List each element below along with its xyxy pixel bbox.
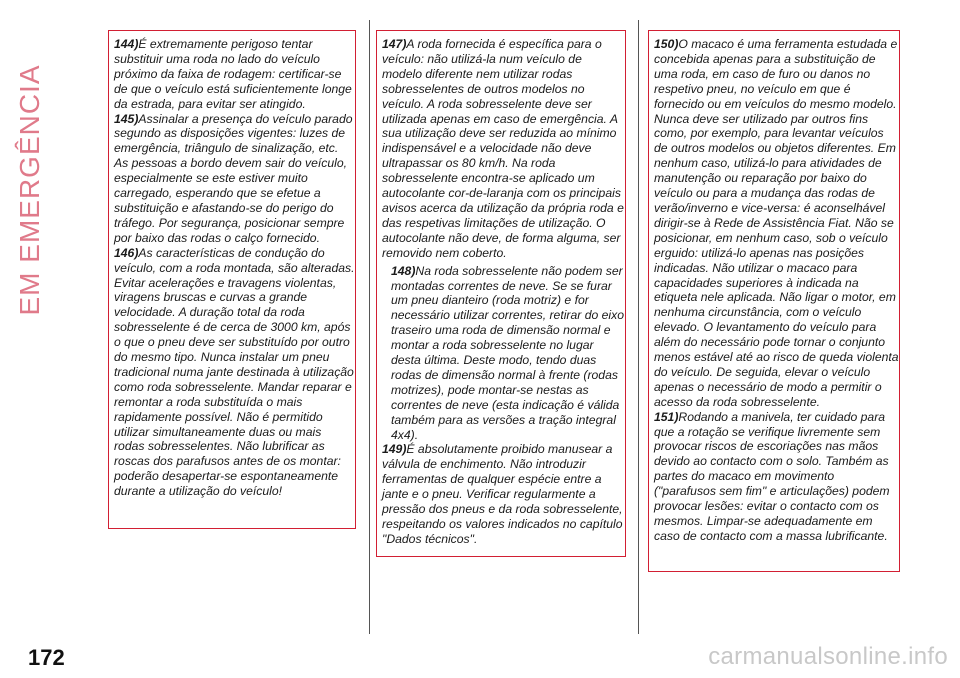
note-text: Assinalar a presença do veículo parado segundo as disposições vigentes: luzes de emergência, triângulo de sinalização, etc. As pessoas a bordo devem sair do veículo, especialmente se este estiver muito carregado, esperando que se efetue a substituição e afastando-se do perigo do tráfego. Por segurança, posicionar sempre por baixo das rodas o calço fornecido. bbox=[114, 111, 353, 245]
note-text: As características de condução do veículo, com a roda montada, são alteradas. Evitar acelerações e travagens violentas, viragens bruscas e curvas a grande velocidade. A duração total da roda sobresselente é de cerca de 3000 km, após o que o pneu deve ser substituído por outro do mesmo tipo. Nunca instalar um pneu tradicional numa jante destinada à utilização como roda sobresselente. Mandar reparar e remontar a roda substituída o mais rapidamente possível. Não é permitido utilizar simultaneamente duas ou mais rodas sobresselentes. Não lubrificar as roscas dos parafusos antes de os montar: poderão desapertar-se espontaneamente durante a utilização do veículo! bbox=[114, 245, 355, 499]
note-text: Rodando a manivela, ter cuidado para que a rotação se verifique livremente sem provocar riscos de escoriações nas mãos devido ao contacto com o solo. Também as partes do macaco em movimento ("parafusos sem fim" e articulações) podem provocar lesões: evitar o contacto com os mesmos. Limpar-se adequadamente em caso de contacto com a massa lubrificante. bbox=[654, 409, 890, 543]
warning-box-column-3 bbox=[648, 30, 900, 572]
warning-note-149 bbox=[382, 442, 625, 546]
warning-box-column-1 bbox=[108, 30, 356, 529]
page-number: 172 bbox=[28, 645, 65, 670]
note-text: Na roda sobresselente não podem ser montadas correntes de neve. Se se furar um pneu dianteiro (roda motriz) e for necessário utilizar correntes, retirar do eixo traseiro uma roda de dimensão normal e montar a roda sobresselente no lugar desta última. Deste modo, tendo duas rodas de dimensão normal à frente (rodas motrizes), pode montar-se nestas as correntes de neve (esta indicação é válida também para as versões a tração integral 4x4). bbox=[391, 263, 625, 442]
watermark: carmanualsonline.info bbox=[708, 643, 948, 670]
column-divider bbox=[638, 20, 639, 634]
note-number: 151) bbox=[654, 409, 679, 424]
note-number: 145) bbox=[114, 111, 139, 126]
note-text: É absolutamente proibido manusear a válvula de enchimento. Não introduzir ferramentas de qualquer espécie entre a jante e o pneu. Verificar regularmente a pressão dos pneus e da roda sobresselente, respeitando os valores indicados no capítulo "Dados técnicos". bbox=[382, 442, 623, 546]
warning-note-145 bbox=[114, 112, 355, 246]
warning-note-150 bbox=[654, 37, 899, 410]
section-title: EM EMERGÊNCIA bbox=[14, 64, 45, 316]
note-number: 144) bbox=[114, 37, 139, 51]
note-number: 146) bbox=[114, 245, 139, 260]
note-number: 149) bbox=[382, 442, 407, 457]
note-number: 147) bbox=[382, 37, 407, 51]
warning-note-144 bbox=[114, 37, 355, 112]
note-text: É extremamente perigoso tentar substituir uma roda no lado do veículo próximo da faixa de rodagem: certificar-se de que o veículo está suficientemente longe da estrada, para evitar ser atingido. bbox=[114, 37, 352, 111]
warning-note-148 bbox=[382, 264, 625, 443]
note-number: 150) bbox=[654, 37, 679, 51]
note-text: O macaco é uma ferramenta estudada e concebida apenas para a substituição de uma roda, em caso de furo ou danos no respetivo pneu, no veículo em que é fornecido ou em veículos do mesmo modelo. Nunca deve ser utilizado par outros fins como, por exemplo, para levantar veículos de outros modelos ou objetos diferentes. Em nenhum caso, utilizá-lo para atividades de manutenção ou reparação por baixo do veículo ou para a mudança das rodas de verão/inverno e vice-versa: é aconselhável dirigir-se à Rede de Assistência Fiat. Não se posicionar, em nenhum caso, sob o veículo erguido: utilizá-lo apenas nas posições indicadas. Não utilizar o macaco para capacidades superiores à indicada na etiqueta nele aplicada. Não ligar o motor, em nenhuma circunstância, com o veículo elevado. O levantamento do veículo para além do necessário pode tornar o conjunto menos estável até ao risco de queda violenta do veículo. De seguida, elevar o veículo apenas o necessário de modo a permitir o acesso da roda sobresselente. bbox=[654, 37, 899, 409]
note-text: A roda fornecida é específica para o veículo: não utilizá-la num veículo de modelo diferente nem utilizar rodas sobresselentes de outros modelos no veículo. A roda sobresselente deve ser utilizada apenas em caso de emergência. A sua utilização deve ser reduzida ao mínimo indispensável e a velocidade não deve ultrapassar os 80 km/h. Na roda sobresselente encontra-se aplicado um autocolante cor-de-laranja com os principais avisos acerca da utilização da própria roda e das respetivas limitações de utilização. O autocolante não deve, de forma alguma, ser removido nem coberto. bbox=[382, 37, 624, 260]
note-number: 148) bbox=[391, 263, 416, 278]
warning-note-147 bbox=[382, 37, 625, 261]
warning-note-151 bbox=[654, 410, 899, 544]
column-divider bbox=[369, 20, 370, 634]
warning-box-column-2 bbox=[376, 30, 626, 557]
warning-note-146 bbox=[114, 246, 355, 499]
